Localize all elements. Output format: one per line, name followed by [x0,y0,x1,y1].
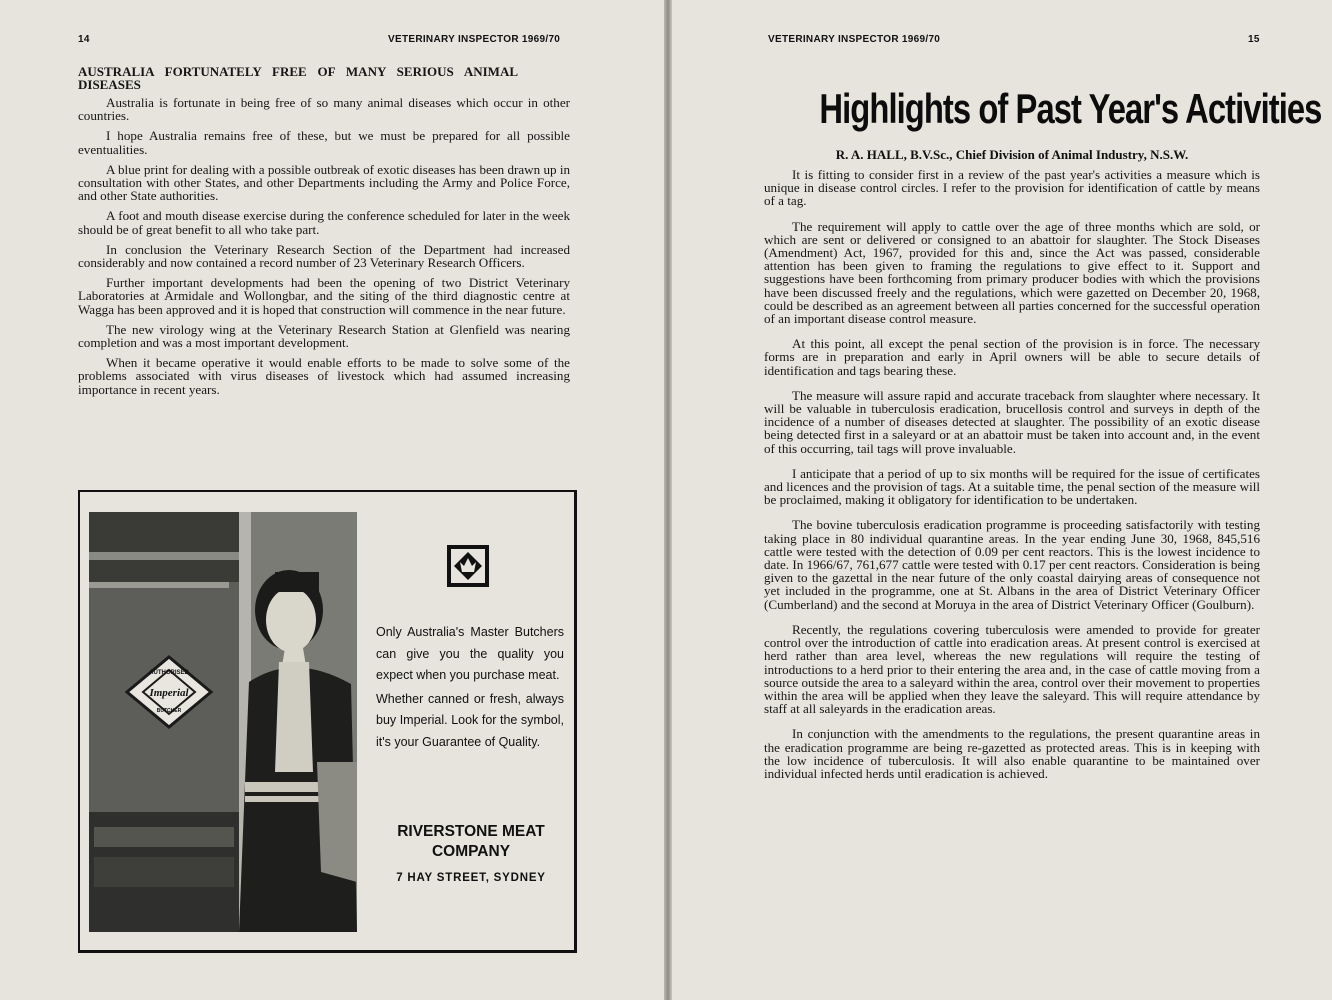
paragraph: The new virology wing at the Veterinary Research Station at Glenfield was nearing completion and was a most important development. [78,321,570,351]
article-title: Highlights of Past Year's Activities [819,85,1322,132]
ad-company-name: RIVERSTONE MEAT COMPANY [397,823,545,860]
badge-middle-text: Imperial [149,687,189,699]
ad-address: 7 HAY STREET, SYDNEY [396,872,546,884]
right-article [764,168,1260,792]
ad-photo [89,512,357,932]
badge-bottom-text: BUTCHER [156,708,182,714]
paragraph: In conclusion the Veterinary Research Section of the Department had increased considerably and now contained a record number of 23 Veterinary Research Officers. [78,241,570,271]
paragraph: In conjunction with the amendments to the regulations, the present quarantine areas in the eradication programme are being re-gazetted as protected areas. This is in keeping with the low incidence of tuberculosis. It will also enable quarantine to be maintained over individual infected herds until eradication is achieved. [764,726,1260,781]
paragraph: It is fitting to consider first in a review of the past year's activities a measure which is unique in disease control circles. I refer to the provision for identification of cattle by means of a tag. [764,167,1260,209]
page-number: 15 [1248,34,1260,45]
paragraph: A foot and mouth disease exercise during the conference scheduled for later in the week should be of great benefit to all who take part. [78,208,570,237]
paragraph: The requirement will apply to cattle over the age of three months which are sold, or which are sent or delivered or consigned to an abattoir for slaughter. The Stock Diseases (Amendment) Act, 1967, provided for this and, since the Act was passed, considerable attention has been given to framing the regulations to give effect to it. Support and suggestions have been forthcoming from primary producer bodies with which the provisions have been discussed freely and the regulations, which were gazetted on December 20, 1968, could be described as an agreement between all parties concerned for the successful operation of an important disease control measure. [764,218,1260,327]
ad-copy-2: Whether canned or fresh, always buy Imperial. Look for the symbol, it's your Guarantee of Quality. [376,691,564,749]
badge-top-text: AUTHORISED [149,670,189,676]
butcher-shop-photo [89,512,357,932]
paragraph: At this point, all except the penal section of the provision is in force. The necessary forms are in preparation and early in April owners will be able to secure details of identification and tags bearing these. [764,336,1260,378]
paragraph: I anticipate that a period of up to six months will be required for the issue of certificates and licences and the provision of tags. At a suitable time, the penal section of the measure will be proclaimed, making it obligatory for identification to be undertaken. [764,465,1260,508]
paragraph: Australia is fortunate in being free of so many animal diseases which occur in other countries. [78,95,570,124]
ad-copy [376,622,564,755]
byline: R. A. HALL, B.V.Sc., Chief Division of Animal Industry, N.S.W. [835,147,1189,162]
paragraph: Further important developments had been the opening of two District Veterinary Laboratories at Armidale and Wollongbar, and the siting of the third diagnostic centre at Wagga has been approved and it is hoped that construction will commence in the near future. [78,275,570,317]
left-page [0,0,664,1000]
section-heading: AUSTRALIA FORTUNATELY FREE OF MANY SERIOUS ANIMAL DISEASES [78,64,518,92]
paragraph: I hope Australia remains free of these, but we must be prepared for all possible eventualities. [78,128,570,157]
imperial-crown-logo-icon [446,544,490,588]
book-spine [664,0,672,1000]
advertisement [78,490,577,953]
left-article [78,66,570,403]
right-page [672,0,1332,1000]
running-head: VETERINARY INSPECTOR 1969/70 [768,34,941,45]
paragraph: A blue print for dealing with a possible outbreak of exotic diseases has been drawn up in consultation with other States, and other Departments including the Army and Police Force, and other State authorities. [78,161,570,204]
paragraph: Recently, the regulations covering tuberculosis were amended to provide for greater control over the introduction of cattle into eradication areas. At present control is exercised at herd rather than area level, whereas the new regulations will require the testing of introductions to a herd prior to their entering the area and, in the case of cattle moving from a source outside the area to a saleyard within the area, control over their movement to properties within the area will be applied when they leave the saleyard. This will require attendance by staff at all saleyards in the eradication areas. [764,621,1260,717]
paragraph: When it became operative it would enable efforts to be made to solve some of the problems associated with virus diseases of livestock which had assumed increasing importance in recent years. [78,355,570,397]
paragraph: The measure will assure rapid and accurate traceback from slaughter where necessary. It will be valuable in tuberculosis eradication, brucellosis control and surveys in depth of the incidence of a number of diseases detected at slaughter. The possibility of an exotic disease being detected first in a saleyard or at an abattoir must be taken into account and, in the event of this occurring, tail tags will prove invaluable. [764,387,1260,456]
ad-copy-1: Only Australia's Master Butchers can give you the quality you expect when you purchase meat. [376,625,564,682]
page-number: 14 [78,34,90,45]
paragraph: The bovine tuberculosis eradication programme is proceeding satisfactorily with testing taking place in 80 individual quarantine areas. In the year ending June 30, 1968, 845,516 cattle were tested with the detection of 0.09 per cent reactors. This is the lowest incidence to date. In 1966/67, 761,677 cattle were tested with 0.17 per cent reactors. Consideration is being given to the gazettal in the near future of the only coastal dairying areas of consequence not yet included in the programme, one at St. Albans in the area of District Veterinary Officer (Cumberland) and the second at Moruya in the area of District Veterinary Officer (Goulburn). [764,517,1260,612]
running-head: VETERINARY INSPECTOR 1969/70 [388,34,561,45]
